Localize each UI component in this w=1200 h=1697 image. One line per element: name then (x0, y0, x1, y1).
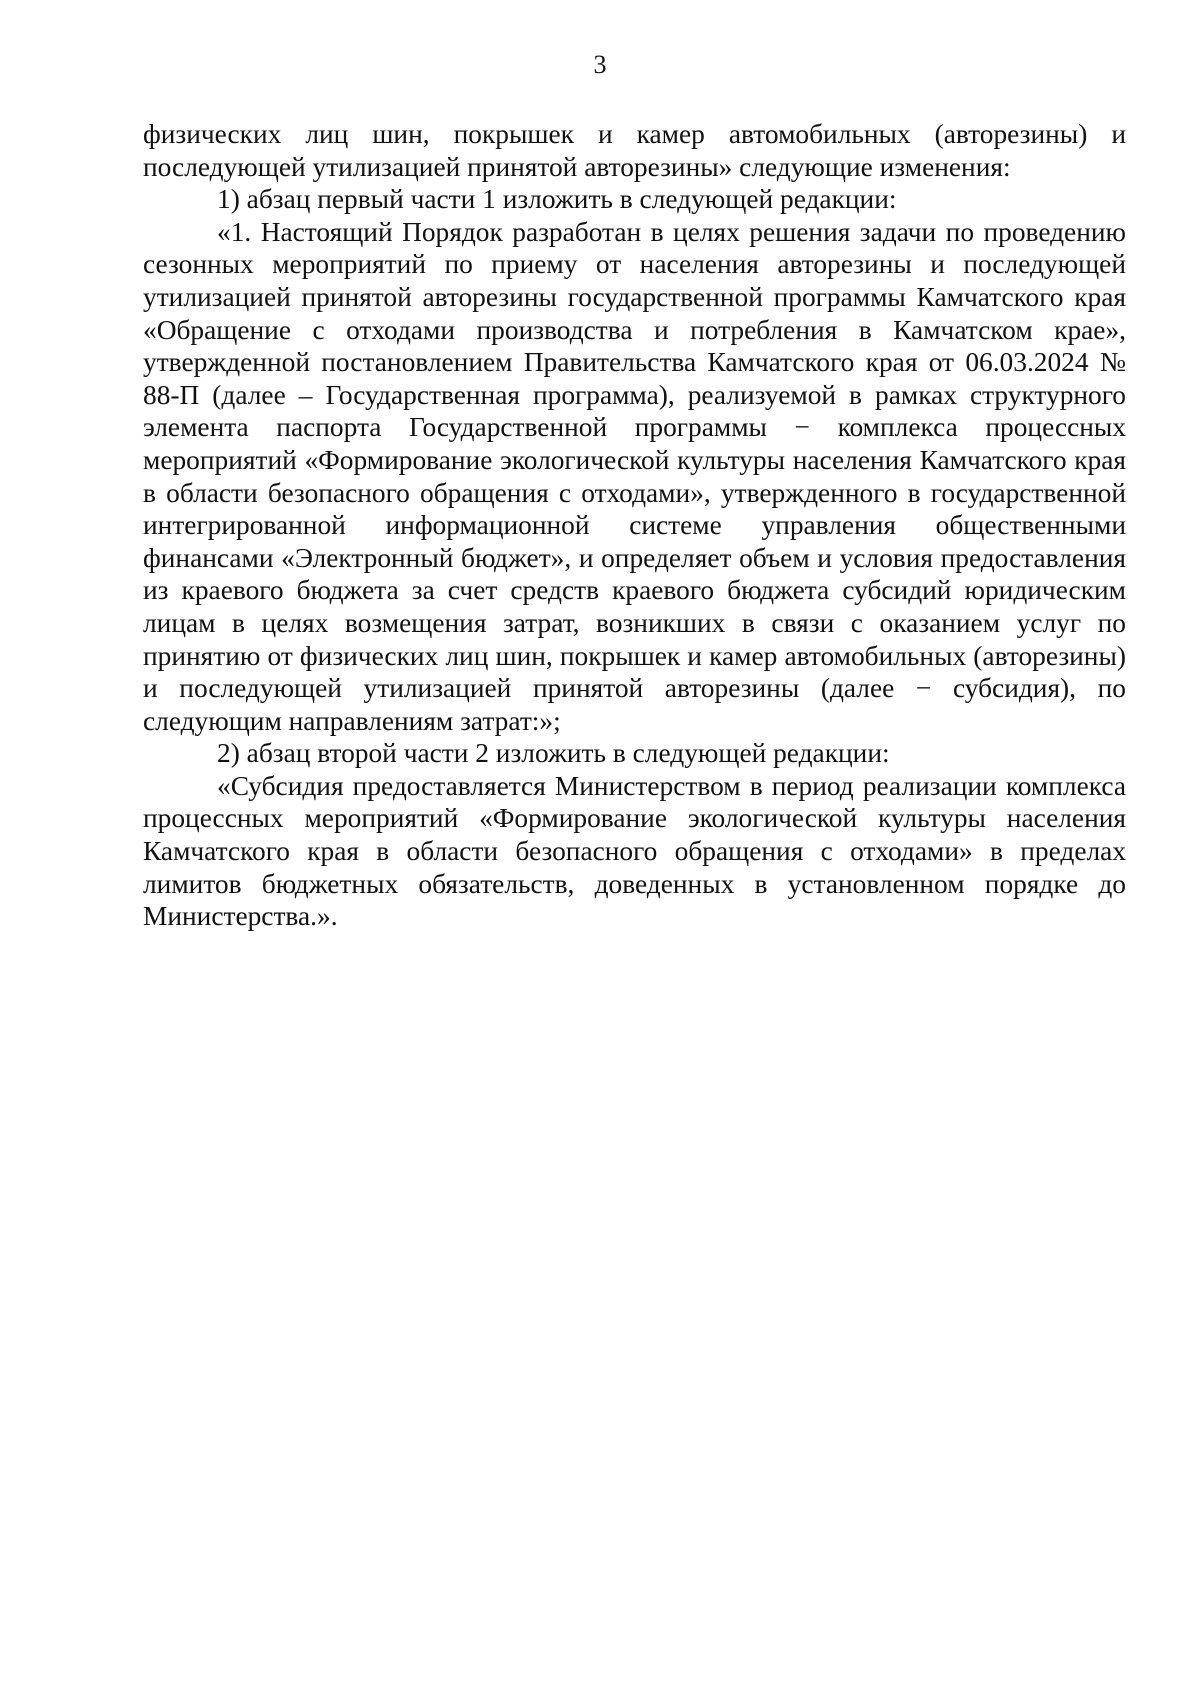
paragraph-amendment-1: 1) абзац первый части 1 изложить в следующей редакции: (217, 184, 897, 215)
paragraph-amendment-1-text: «1. Настоящий Порядок разработан в целях решения задачи по проведению сезонных мероприятий по приему от населения авторезины и последующей утилизацией принятой авторезины государственной программы Камчатского края «Обращение с отходами производства и потребления в Камчатском крае», утвержденной постановлением Правительства Камчатского края от 06.03.2024 № 88-П (далее – Государственная программа), реализуемой в рамках структурного элемента паспорта Государственной программы − комплекса процессных мероприятий «Формирование экологической культуры населения Камчатского края в области безопасного обращения с отходами», утвержденного в государственной интегрированной информационной системе управления общественными финансами «Электронный бюджет», и определяет объем и условия предоставления из краевого бюджета за счет средств краевого бюджета субсидий юридическим лицам в целях возмещения затрат, возникших в связи с оказанием услуг по принятию от физических лиц шин, покрышек и камер автомобильных (авторезины) и последующей утилизацией принятой авторезины (далее − субсидия), по следующим направлениям затрат:»; (143, 216, 1126, 736)
document-body (143, 118, 1126, 933)
paragraph-amendment-2: 2) абзац второй части 2 изложить в следующей редакции: (217, 738, 890, 769)
paragraph-amendment-2-text: «Субсидия предоставляется Министерством в период реализации комплекса процессных мероприятий «Формирование экологической культуры населения Камчатского края в области безопасного обращения с отходами» в пределах лимитов бюджетных обязательств, доведенных в установленном порядке до Министерства.». (143, 770, 1126, 932)
page-number: 3 (593, 50, 607, 79)
paragraph-continuation: физических лиц шин, покрышек и камер автомобильных (авторезины) и последующей утилизацией принятой авторезины» следующие изменения: (143, 119, 1126, 182)
